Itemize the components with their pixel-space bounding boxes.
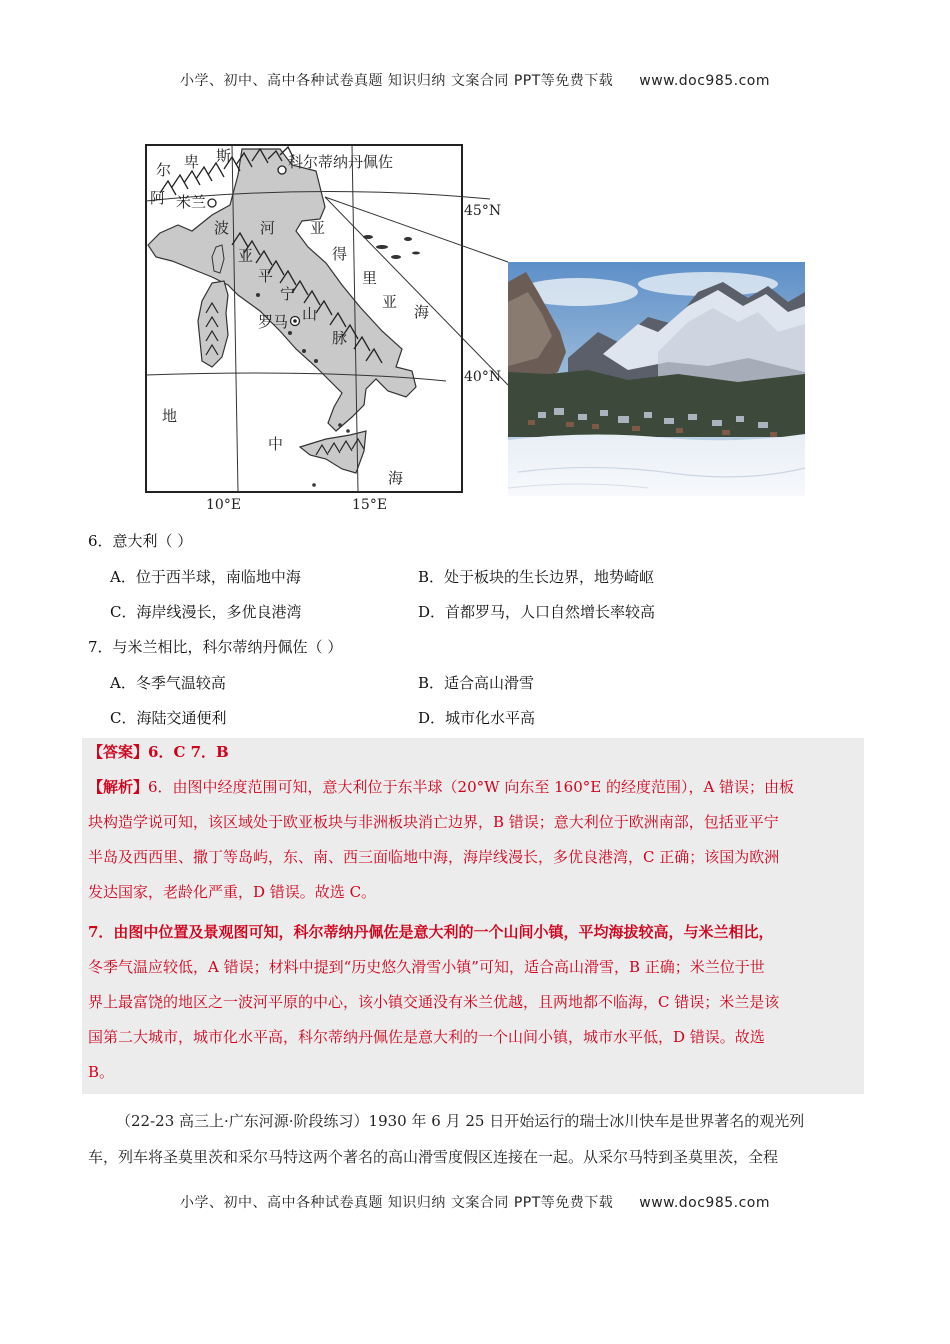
label-po2: 河 [260, 219, 276, 237]
footer-url[interactable]: www.doc985.com [639, 1195, 771, 1211]
label-lat-45: 45°N [464, 203, 502, 219]
label-er: 尔 [156, 161, 172, 179]
label-shan: 山 [302, 305, 318, 323]
answer-line [88, 738, 858, 766]
label-zhong: 中 [268, 435, 284, 453]
label-si: 斯 [216, 147, 232, 165]
analysis-text-1: 6．由图中经度范围可知，意大利位于东半球（20°W 向东至 160°E 的经度范围），A 错误；由板 [148, 778, 795, 796]
analysis-tag: 【解析】 [88, 778, 149, 796]
label-lat-40: 40°N [464, 369, 502, 385]
italy-map [120, 135, 502, 515]
label-po1: 波 [214, 219, 230, 237]
page-footer [0, 1192, 950, 1212]
label-ya3: 亚 [238, 247, 254, 265]
question-7-option-b[interactable]: B．适合高山滑雪 [418, 674, 535, 692]
label-li: 里 [362, 269, 378, 287]
analysis-line-4: 发达国家，老龄化严重，D 错误。故选 C。 [88, 883, 377, 901]
cortina-landscape-photo [508, 262, 805, 496]
question-7-option-d[interactable]: D．城市化水平高 [418, 709, 536, 727]
next-passage-line-1: （22-23 高三上·广东河源·阶段练习）1930 年 6 月 25 日开始运行的瑞士冰川快车是世界著名的观光列 [116, 1112, 805, 1130]
label-rome: 罗马 [258, 313, 289, 331]
label-de: 得 [332, 245, 348, 263]
label-hai1: 海 [414, 303, 430, 321]
label-lon-10: 10°E [206, 497, 242, 513]
label-mai: 脉 [332, 329, 348, 347]
label-ya2: 亚 [382, 293, 398, 311]
label-hai2: 海 [388, 469, 404, 487]
label-di: 地 [162, 407, 178, 425]
header-url[interactable]: www.doc985.com [639, 73, 771, 89]
cortina-marker [278, 166, 286, 174]
analysis-line-2: 块构造学说可知，该区域处于欧亚板块与非洲板块消亡边界，B 错误；意大利位于欧洲南部，包括亚平宁 [88, 813, 779, 831]
page-header [0, 70, 950, 90]
analysis-line-9: B。 [88, 1063, 115, 1081]
label-ping: 平 [258, 267, 274, 285]
label-cortina: 科尔蒂纳丹佩佐 [288, 153, 394, 171]
analysis-line-8: 国第二大城市，城市化水平高，科尔蒂纳丹佩佐是意大利的一个山间小镇，城市水平低，D 错误。故选 [88, 1028, 765, 1046]
question-6-option-c[interactable]: C．海岸线漫长，多优良港湾 [110, 603, 302, 621]
label-lon-15: 15°E [352, 497, 388, 513]
question-6-option-d[interactable]: D．首都罗马，人口自然增长率较高 [418, 603, 656, 621]
label-ning: 宁 [280, 285, 296, 303]
label-bei: 卑 [184, 153, 200, 171]
header-text: 小学、初中、高中各种试卷真题 知识归纳 文案合同 PPT等免费下载 [179, 73, 614, 89]
analysis-line-3: 半岛及西西里、撒丁等岛屿，东、南、西三面临地中海，海岸线漫长，多优良港湾，C 正确；该国为欧洲 [88, 848, 780, 866]
answer-tag: 【答案】 [88, 743, 149, 761]
question-6-stem: 6．意大利（ ） [88, 532, 193, 550]
question-6-option-a[interactable]: A．位于西半球，南临地中海 [110, 568, 301, 586]
analysis-line-1 [88, 773, 858, 801]
answer-text: 6．C 7．B [148, 743, 229, 761]
label-milan: 米兰 [176, 193, 207, 211]
next-passage-line-2: 车，列车将圣莫里茨和采尔马特这两个著名的高山滑雪度假区连接在一起。从采尔马特到圣莫里茨，全程 [88, 1148, 779, 1166]
question-7-option-c[interactable]: C．海陆交通便利 [110, 709, 227, 727]
label-ya1: 亚 [310, 219, 326, 237]
question-7-stem: 7．与米兰相比，科尔蒂纳丹佩佐（ ） [88, 638, 343, 656]
analysis-line-5: 7．由图中位置及景观图可知，科尔蒂纳丹佩佐是意大利的一个山间小镇，平均海拔较高，与米兰相比， [88, 923, 774, 941]
analysis-line-6: 冬季气温应较低，A 错误；材料中提到“历史悠久滑雪小镇”可知，适合高山滑雪，B 正确；米兰位于世 [88, 958, 765, 976]
footer-text: 小学、初中、高中各种试卷真题 知识归纳 文案合同 PPT等免费下载 [179, 1195, 614, 1211]
question-6-option-b[interactable]: B．处于板块的生长边界，地势崎岖 [418, 568, 655, 586]
milan-marker [208, 199, 216, 207]
analysis-line-7: 界上最富饶的地区之一波河平原的中心，该小镇交通没有米兰优越，且两地都不临海，C 错误；米兰是该 [88, 993, 780, 1011]
question-7-option-a[interactable]: A．冬季气温较高 [110, 674, 226, 692]
label-a: 阿 [150, 189, 166, 207]
